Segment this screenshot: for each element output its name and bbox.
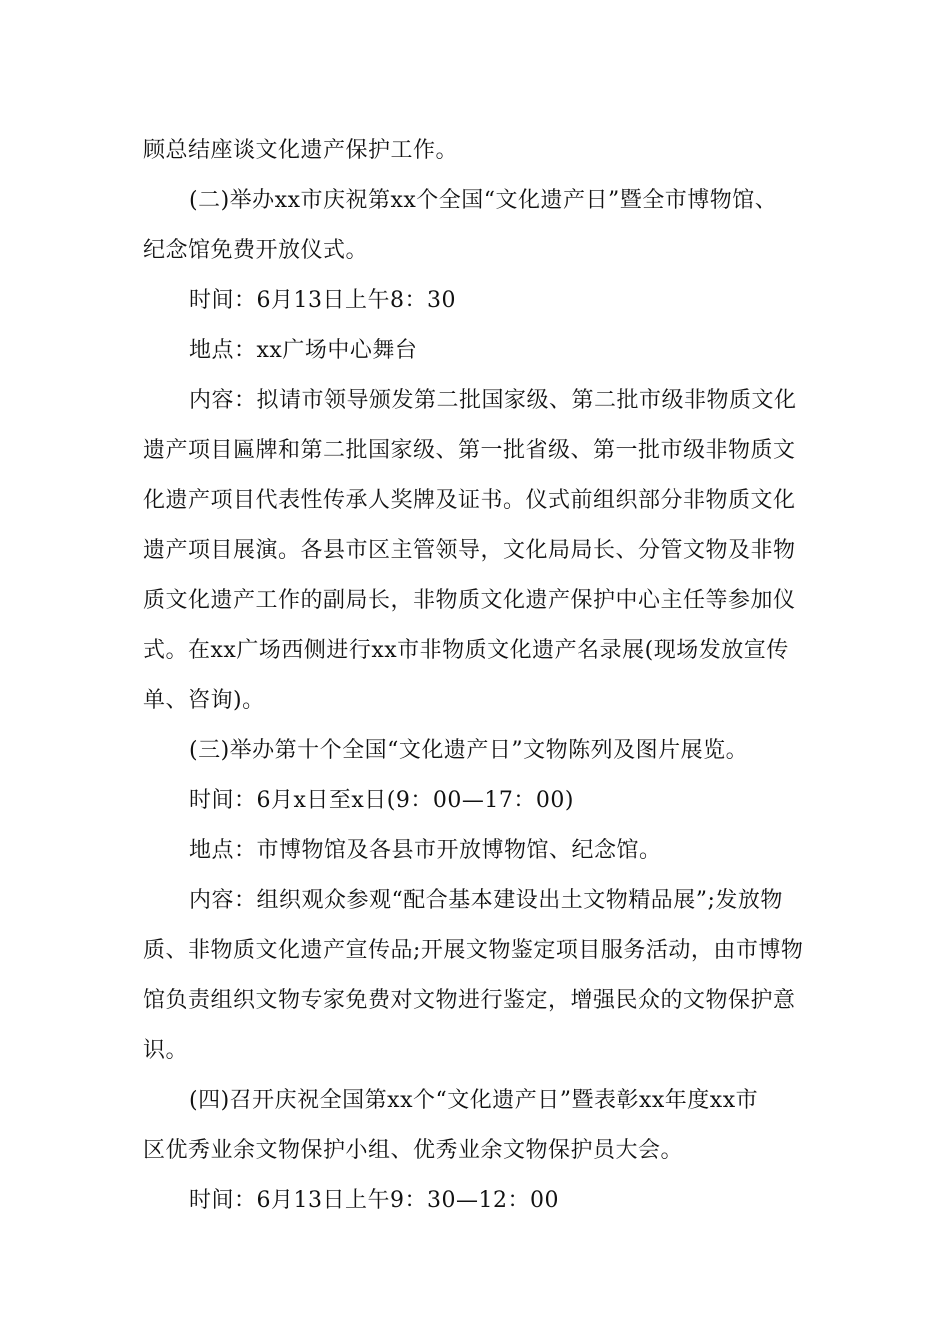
time-line: 时间：6月13日上午9：30—12：00 [189,1188,559,1213]
section-heading-3: (三)举办第十个全国“文化遗产日”文物陈列及图片展览。 [189,738,749,763]
text-line: 纪念馆免费开放仪式。 [143,238,369,263]
time-line: 时间：6月x日至x日(9：00—17：00) [189,788,574,813]
text-line: 遗产项目匾牌和第二批国家级、第一批省级、第一批市级非物质文 [143,438,796,463]
text-line: 顾总结座谈文化遗产保护工作。 [143,138,459,163]
content-line: 内容：组织观众参观“配合基本建设出土文物精品展”;发放物 [189,888,783,913]
section-heading-4: (四)召开庆祝全国第xx个“文化遗产日”暨表彰xx年度xx市 [189,1088,759,1113]
text-line: 质、非物质文化遗产宣传品;开展文物鉴定项目服务活动，由市博物 [143,938,804,963]
text-line: 质文化遗产工作的副局长，非物质文化遗产保护中心主任等参加仪 [143,588,796,613]
text-line: 识。 [143,1038,189,1063]
text-line: 馆负责组织文物专家免费对文物进行鉴定，增强民众的文物保护意 [143,988,796,1013]
content-line: 内容：拟请市领导颁发第二批国家级、第二批市级非物质文化 [189,388,797,413]
text-line: 式。在xx广场西侧进行xx市非物质文化遗产名录展(现场发放宣传 [143,638,789,663]
text-line: 单、咨询)。 [143,688,265,713]
text-line: 遗产项目展演。各县市区主管领导，文化局局长、分管文物及非物 [143,538,796,563]
section-heading-2: (二)举办xx市庆祝第xx个全国“文化遗产日”暨全市博物馆、 [189,188,778,213]
location-line: 地点：市博物馆及各县市开放博物馆、纪念馆。 [189,838,662,863]
location-line: 地点：xx广场中心舞台 [189,338,418,363]
text-line: 区优秀业余文物保护小组、优秀业余文物保护员大会。 [143,1138,684,1163]
text-line: 化遗产项目代表性传承人奖牌及证书。仪式前组织部分非物质文化 [143,488,796,513]
time-line: 时间：6月13日上午8：30 [189,288,456,313]
